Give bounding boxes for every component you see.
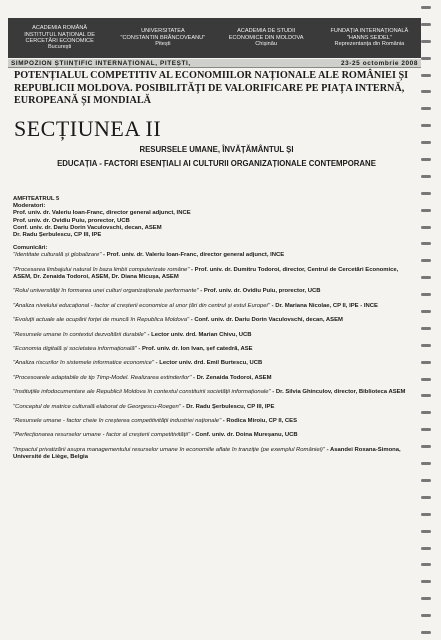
communication-author: - Dr. Silvia Ghinculov, director, Biblioteca ASEM	[270, 389, 406, 396]
communication-title: "Identitate culturală și globalizare"	[13, 252, 102, 259]
binding-hole	[421, 293, 431, 296]
binding-hole	[421, 479, 431, 482]
binding-hole	[421, 259, 431, 262]
communication-title: "Analiza riscurilor în sistemele informatice economice"	[13, 360, 155, 367]
communication-title: "Resursele umane în contextul dezvoltării durabile"	[13, 331, 146, 338]
communication-author: - Dr. Mariana Nicolae, CP II, IPE - INCE	[269, 302, 378, 309]
communication-title: "Instituțiile infodocumentare ale Republicii Moldova în contextul constituirii societății informaționale"	[13, 389, 271, 396]
symposium-bar	[8, 59, 421, 68]
communication-item	[13, 317, 417, 324]
binding-hole	[421, 445, 431, 448]
binding-hole	[421, 428, 431, 431]
communication-item	[13, 332, 417, 339]
organizer-line: ACADEMIA DE STUDII	[237, 28, 296, 35]
binding-hole	[421, 242, 431, 245]
binding-hole	[421, 74, 431, 77]
symposium-date: 23-25 octombrie 2008	[340, 59, 418, 67]
binding-hole	[421, 327, 431, 330]
section-subtitle	[14, 143, 419, 171]
communication-item	[13, 267, 417, 281]
binding-hole	[421, 23, 431, 26]
communication-title: "Procesarea limbajului natural în baza limbii computerizate române"	[13, 266, 190, 273]
organizer-line: UNIVERSITATEA	[141, 28, 185, 35]
communication-item	[13, 360, 417, 367]
organizer-line: Reprezentanța din România	[334, 41, 405, 48]
binding-hole	[421, 614, 431, 617]
communication-author: - Prof. univ. dr. Ovidiu Puiu, prorector, UCB	[198, 288, 321, 295]
spiral-binding	[421, 0, 435, 640]
communication-title: "Resursele umane - factor cheie în creșterea competitivității industriei naționale"	[13, 417, 222, 424]
binding-hole	[421, 276, 431, 279]
moderators-list	[13, 210, 417, 239]
organizer-line: ACADEMIA ROMÂNĂ	[32, 25, 88, 32]
binding-hole	[421, 57, 431, 60]
communication-author: - Prof. univ. dr. Dumitru Todoroi, director, Centrul de Cercetări Economice, ASEM, Dr. Zenaida Todoroi, ASEM, Dr. Diana Micușa, ASEM	[13, 266, 399, 281]
organizer-hanns-seidel	[318, 28, 421, 47]
amphitheatre-label: AMFITEATRUL 5	[13, 196, 60, 202]
moderator: Prof. univ. dr. Valeriu Ioan-Franc, director general adjunct, INCE	[13, 210, 191, 217]
binding-hole	[421, 226, 431, 229]
organizers-header	[8, 18, 421, 58]
binding-hole	[421, 496, 431, 499]
communication-item	[13, 346, 417, 353]
binding-hole	[421, 107, 431, 110]
communication-title: "Analiza nivelului educațional - factor al creșterii economice al unor țări din centrul și estul Europei"	[13, 302, 270, 309]
communication-item	[13, 432, 417, 439]
binding-hole	[421, 209, 431, 212]
communication-item	[13, 303, 417, 310]
organizer-line: Pitești	[155, 41, 171, 48]
organizer-line: FUNDAȚIA INTERNAȚIONALĂ	[330, 28, 409, 35]
communication-item	[13, 447, 417, 461]
organizer-line: ECONOMICE DIN MOLDOVA	[228, 34, 304, 41]
binding-hole	[421, 530, 431, 533]
communication-author: - Prof. univ. dr. Valeriu Ioan-Franc, director general adjunct, INCE	[101, 252, 285, 259]
moderator: Prof. univ. dr. Ovidiu Puiu, prorector, UCB	[13, 217, 130, 224]
organizer-line: "CONSTANTIN BRÂNCOVEANU"	[120, 34, 206, 41]
binding-hole	[421, 597, 431, 600]
communication-author: - Dr. Zenaida Todoroi, ASEM	[191, 374, 272, 381]
organizer-line: CERCETĂRI ECONOMICE	[25, 38, 94, 44]
communications-label: Comunicări:	[13, 245, 48, 252]
organizer-line: "HANNS SEIDEL"	[346, 34, 392, 41]
communication-author: - Asandei Roxana-Simona, Université de Liège, Belgia	[13, 446, 401, 460]
moderator: Dr. Radu Șerbulescu, CP III, IPE	[13, 232, 102, 239]
communication-author: - Conf. univ. dr. Doina Mureșanu, UCB	[190, 432, 298, 439]
binding-hole	[421, 192, 431, 195]
binding-hole	[421, 631, 431, 634]
symposium-name: SIMPOZION ȘTIINȚIFIC INTERNAȚIONAL, PITEȘTI,	[11, 59, 191, 67]
organizer-ucb	[111, 28, 214, 47]
moderator: Conf. univ. dr. Dariu Dorin Vaculovschi, decan, ASEM	[13, 224, 162, 231]
communication-title: "Conceptul de matrice culturală elaborat de Georgescu-Roegen"	[13, 403, 181, 410]
binding-hole	[421, 40, 431, 43]
section-subtitle-line-1: RESURSELE UMANE, ÎNVĂȚĂMÂNTUL ȘI	[139, 145, 294, 154]
section-title: SECȚIUNEA II	[14, 116, 162, 141]
communication-item	[13, 389, 417, 396]
section-subtitle-line-2: EDUCAȚIA - FACTORI ESENȚIALI AI CULTURII ORGANIZAȚIONALE CONTEMPORANE	[57, 159, 376, 168]
organizer-line: București	[47, 44, 72, 51]
organizer-line: Chișinău	[255, 41, 278, 48]
binding-hole	[421, 344, 431, 347]
organizer-asem	[215, 28, 318, 47]
binding-hole	[421, 310, 431, 313]
communication-item	[13, 418, 417, 425]
communication-author: - Lector univ. drd. Emil Burtescu, UCB	[154, 360, 263, 367]
communication-item	[13, 404, 417, 411]
moderators-label: Moderatori:	[13, 203, 46, 210]
communication-author: - Dr. Radu Șerbulescu, CP III, IPE	[180, 403, 275, 410]
binding-hole	[421, 563, 431, 566]
communication-author: - Conf. univ. dr. Dariu Dorin Vaculovschi, decan, ASEM	[189, 317, 343, 324]
binding-hole	[421, 361, 431, 364]
binding-hole	[421, 124, 431, 127]
communication-title: "Economia digitală și societatea informațională"	[13, 345, 137, 352]
program-content	[13, 196, 417, 468]
binding-hole	[421, 158, 431, 161]
communication-item	[13, 375, 417, 382]
binding-hole	[421, 462, 431, 465]
binding-hole	[421, 547, 431, 550]
organizer-line: INSTITUTUL NAȚIONAL DE	[24, 31, 95, 38]
binding-hole	[421, 394, 431, 397]
binding-hole	[421, 513, 431, 516]
organizer-inc	[8, 25, 111, 51]
binding-hole	[421, 141, 431, 144]
binding-hole	[421, 175, 431, 178]
conference-title: POTENȚIALUL COMPETITIV AL ECONOMIILOR NAȚIONALE ALE ROMÂNIEI ȘI REPUBLICII MOLDOVA. POSIBILITĂȚI DE VALORIFICARE PE PIAȚA INTERNĂ, EUROPEANĂ ȘI MONDIALĂ	[14, 70, 409, 106]
communication-author: - Prof. univ. dr. Ion Ivan, șef catedră, ASE	[136, 345, 253, 352]
communications-list	[13, 252, 417, 461]
communication-item	[13, 252, 417, 259]
communication-title: "Procesoarele adaptabile de tip Timp-Model. Realizarea extinderilor"	[13, 374, 192, 381]
communication-title: "Rolul universității în formarea unei culturi organizaționale performante"	[13, 288, 199, 295]
communication-author: - Lector univ. drd. Marian Chivu, UCB	[145, 331, 252, 338]
communication-title: "Evoluții actuale ale ocupării forței de muncă în Republica Moldova"	[13, 317, 190, 324]
binding-hole	[421, 580, 431, 583]
communication-item	[13, 288, 417, 295]
binding-hole	[421, 90, 431, 93]
binding-hole	[421, 378, 431, 381]
communication-title: "Impactul privatizării asupra managementului resurselor umane în economiile aflate în tranziție (pe exemplul României)"	[13, 446, 325, 453]
communication-title: "Perfecționarea resurselor umane - factor al creșterii competitivității"	[13, 432, 191, 439]
communication-author: - Rodica Miroiu, CP II, CES	[221, 417, 297, 424]
binding-hole	[421, 411, 431, 414]
binding-hole	[421, 6, 431, 9]
